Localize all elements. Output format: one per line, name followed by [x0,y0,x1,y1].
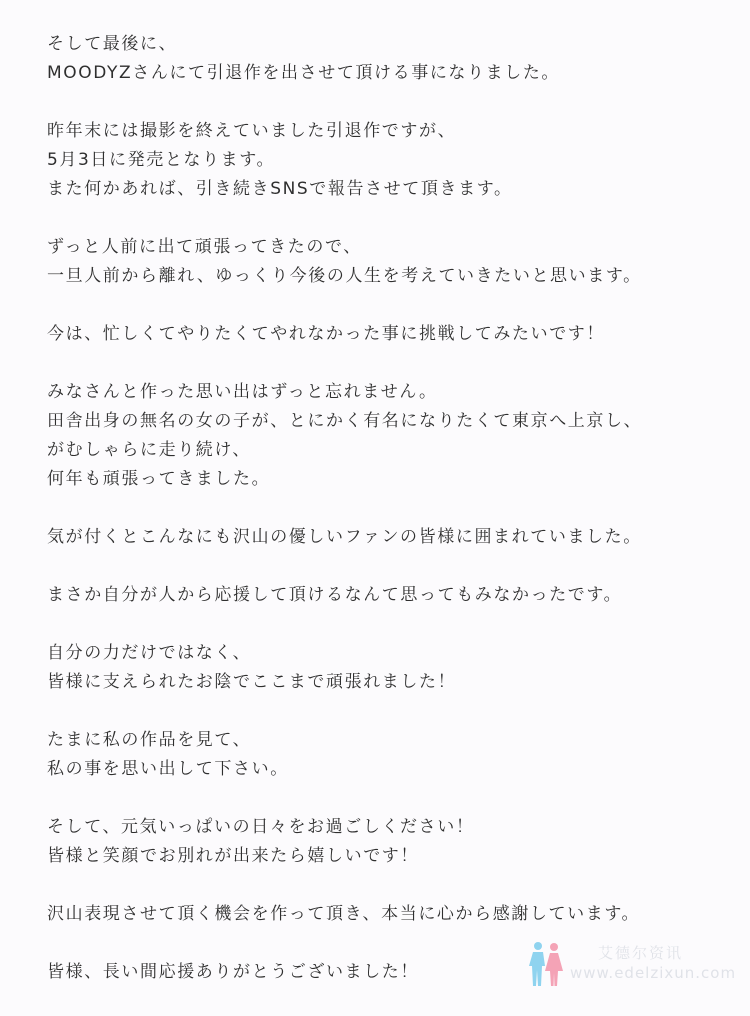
letter-line: 皆様と笑顔でお別れが出来たら嬉しいです！ [47,846,419,866]
letter-line: MOODYZさんにて引退作を出させて頂ける事になりました。 [47,63,561,83]
letter-line: ずっと人前に出て頑張ってきたので、 [47,237,362,257]
paragraph [47,378,727,494]
letter-line: そして最後に、 [47,34,178,54]
letter-line: まさか自分が人から応援して頂けるなんて思ってもみなかったです。 [47,585,623,605]
watermark-title: 艾德尔资讯 [598,944,684,962]
site-watermark [520,936,745,991]
letter-body [47,30,727,1016]
letter-line: そして、元気いっぱいの日々をお過ごしください！ [47,817,475,837]
letter-line: 沢山表現させて頂く機会を作って頂き、本当に心から感謝しています。 [47,904,641,924]
paragraph [47,639,727,697]
couple-silhouette-icon [526,940,566,988]
letter-line: たまに私の作品を見て、 [47,730,252,750]
letter-line: 今は、忙しくてやりたくてやれなかった事に挑戦してみたいです！ [47,324,605,344]
letter-line: 5月3日に発売となります。 [47,150,276,170]
paragraph [47,726,727,784]
paragraph [47,320,727,349]
paragraph [47,581,727,610]
letter-line: 昨年末には撮影を終えていました引退作ですが、 [47,121,457,141]
letter-line: また何かあれば、引き続きSNSで報告させて頂きます。 [47,179,513,199]
letter-line: 一旦人前から離れ、ゆっくり今後の人生を考えていきたいと思います。 [47,266,642,286]
letter-line: 何年も頑張ってきました。 [47,469,271,489]
paragraph [47,30,727,88]
paragraph [47,523,727,552]
letter-line: 皆様に支えられたお陰でここまで頑張れました！ [47,672,457,692]
paragraph [47,900,727,929]
letter-line: がむしゃらに走り続け、 [47,440,251,460]
paragraph [47,813,727,871]
letter-line: 気が付くとこんなにも沢山の優しいファンの皆様に囲まれていました。 [47,527,642,547]
letter-line: 田舎出身の無名の女の子が、とにかく有名になりたくて東京へ上京し、 [47,411,643,431]
watermark-url: www.edelzixun.com [570,964,737,982]
paragraph [47,233,727,291]
paragraph [47,117,727,204]
letter-line: みなさんと作った思い出はずっと忘れません。 [47,382,438,402]
letter-line: 私の事を思い出して下さい。 [47,759,289,779]
letter-line: 自分の力だけではなく、 [47,643,252,663]
letter-line: 皆様、長い間応援ありがとうございました！ [47,962,419,982]
